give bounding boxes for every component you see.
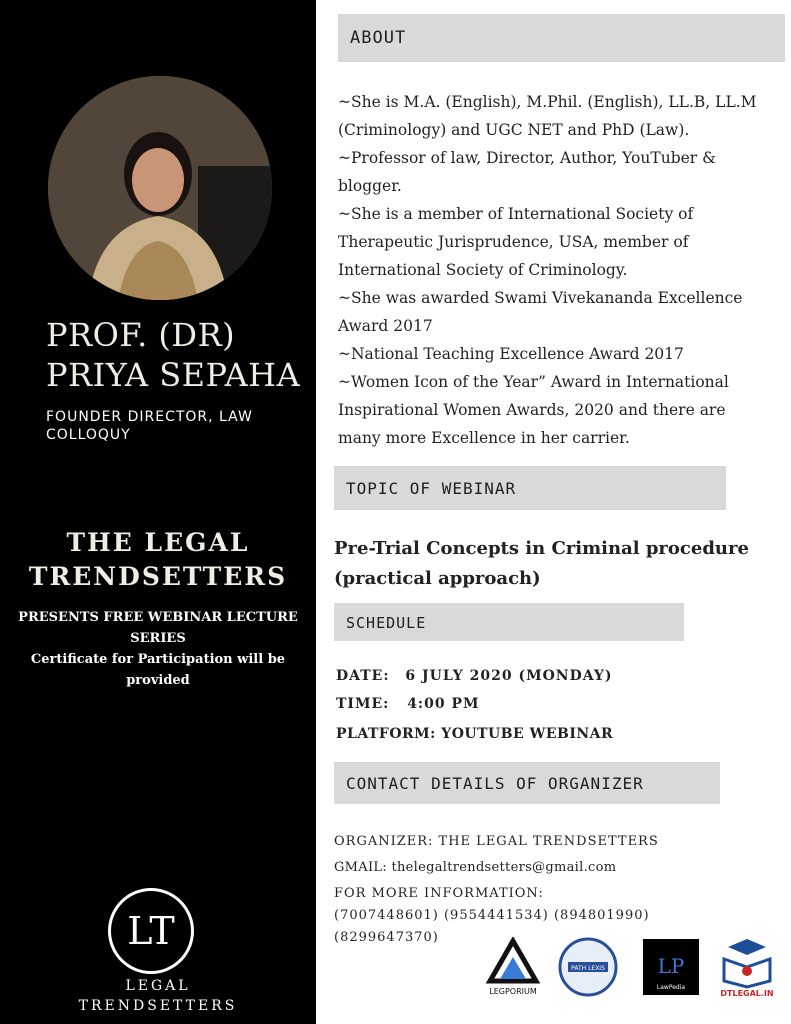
series-line3: Certificate for Participation will be xyxy=(30,652,286,667)
topic-text xyxy=(334,534,774,594)
schedule-time xyxy=(336,696,479,712)
gmail-line: GMAIL: thelegaltrendsetters@gmail.com xyxy=(334,860,617,875)
lawpedia-label: LawPedia xyxy=(656,984,686,991)
series-text xyxy=(0,607,316,691)
speaker-role: FOUNDER DIRECTOR, LAW COLLOQUY xyxy=(46,409,253,443)
legporium-logo xyxy=(478,937,548,997)
about-line: blogger. xyxy=(338,177,402,195)
phones-line1: (7007448601) (9554441534) (894801990) xyxy=(334,908,650,923)
dtlegal-mark-icon xyxy=(716,937,778,997)
about-line: Therapeutic Jurisprudence, USA, member of xyxy=(338,233,689,251)
about-line: ~She is a member of International Society of xyxy=(338,205,694,223)
topic-heading: TOPIC OF WEBINAR xyxy=(346,479,517,498)
topic-line1: Pre-Trial Concepts in Criminal procedure xyxy=(334,538,749,559)
pathlexis-mark-icon xyxy=(556,937,620,997)
about-list xyxy=(338,88,778,452)
organizer-title-line2: TRENDSETTERS xyxy=(28,562,288,591)
about-line: ~Professor of law, Director, Author, YouTuber & xyxy=(338,149,716,167)
pathlexis-label: PATH LEXIS xyxy=(571,965,605,972)
svg-text:LP: LP xyxy=(657,954,685,978)
organizer-title xyxy=(0,526,316,594)
schedule-heading: SCHEDULE xyxy=(346,614,427,632)
date-label: DATE: xyxy=(336,668,390,684)
about-heading: ABOUT xyxy=(350,28,407,48)
about-line: International Society of Criminology. xyxy=(338,261,628,279)
series-line4: provided xyxy=(126,673,190,688)
date-value: 6 JULY 2020 (MONDAY) xyxy=(405,668,613,684)
about-line: Award 2017 xyxy=(338,317,433,335)
contact-heading: CONTACT DETAILS OF ORGANIZER xyxy=(346,774,644,793)
about-line: ~She is M.A. (English), M.Phil. (English), LL.B, LL.M xyxy=(338,93,757,111)
series-line1: PRESENTS FREE WEBINAR LECTURE xyxy=(18,610,298,625)
time-label: TIME: xyxy=(336,696,390,712)
legporium-mark-icon xyxy=(478,937,548,997)
about-line: many more Excellence in her carrier. xyxy=(338,429,630,447)
schedule-heading-band xyxy=(334,603,684,641)
about-line: ~Women Icon of the Year” Award in International xyxy=(338,373,729,391)
topic-line2: (practical approach) xyxy=(334,568,541,589)
time-value: 4:00 PM xyxy=(407,696,480,712)
schedule-date xyxy=(336,668,613,684)
about-line: ~National Teaching Excellence Award 2017 xyxy=(338,345,684,363)
organizer-title-line1: THE LEGAL xyxy=(66,528,250,557)
series-line2: SERIES xyxy=(130,631,186,646)
lawpedia-mark-icon xyxy=(643,937,699,997)
left-panel xyxy=(0,0,316,1024)
schedule-platform: PLATFORM: YOUTUBE WEBINAR xyxy=(336,726,614,742)
more-info-line: FOR MORE INFORMATION: xyxy=(334,886,544,901)
about-line: Inspirational Women Awards, 2020 and there are xyxy=(338,401,726,419)
phones-line2: (8299647370) xyxy=(334,930,439,945)
contact-heading-band xyxy=(334,762,720,804)
topic-heading-band xyxy=(334,466,726,510)
speaker-photo xyxy=(48,76,272,300)
speaker-name xyxy=(46,315,300,395)
speaker-portrait xyxy=(48,76,272,300)
lt-logo: LT xyxy=(108,888,194,974)
dtlegal-logo xyxy=(716,937,778,997)
lt-logo-line1: LEGAL xyxy=(125,978,191,994)
organizer-line: ORGANIZER: THE LEGAL TRENDSETTERS xyxy=(334,834,659,849)
dtlegal-label: DTLEGAL.IN xyxy=(720,989,774,997)
pathlexis-logo xyxy=(556,937,620,997)
lt-logo-text xyxy=(0,976,316,1016)
about-line: ~She was awarded Swami Vivekananda Excellence xyxy=(338,289,743,307)
speaker-name-line1: PROF. (DR) xyxy=(46,316,236,354)
lt-logo-line2: TRENDSETTERS xyxy=(78,998,238,1014)
about-heading-band xyxy=(338,14,785,62)
speaker-name-line2: PRIYA SEPAHA xyxy=(46,356,301,394)
about-line: (Criminology) and UGC NET and PhD (Law). xyxy=(338,121,690,139)
legporium-label: LEGPORIUM xyxy=(489,987,537,996)
lawpedia-logo xyxy=(643,937,699,997)
